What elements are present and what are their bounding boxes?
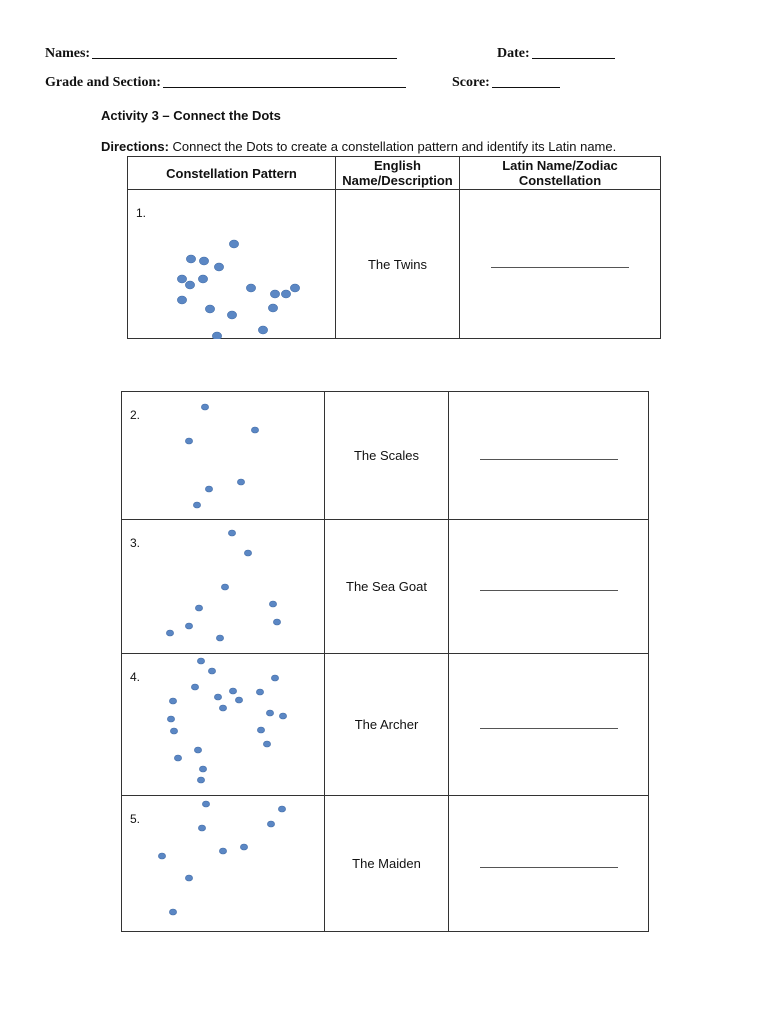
star-dot-13[interactable] bbox=[205, 305, 214, 313]
star-dot-2[interactable] bbox=[251, 427, 258, 433]
dot-pattern-the-archer[interactable] bbox=[122, 654, 324, 796]
star-dot-7[interactable] bbox=[185, 281, 194, 289]
constellation-table-2 bbox=[121, 391, 649, 932]
star-dot-2[interactable] bbox=[186, 255, 195, 263]
star-dot-5[interactable] bbox=[169, 698, 176, 704]
star-dot-9[interactable] bbox=[256, 689, 263, 695]
star-dot-4[interactable] bbox=[214, 263, 223, 271]
table-row bbox=[122, 520, 649, 654]
star-dot-6[interactable] bbox=[198, 275, 207, 283]
date-field[interactable] bbox=[497, 46, 615, 62]
star-dot-2[interactable] bbox=[244, 550, 251, 556]
score-label: Score: bbox=[452, 75, 490, 90]
star-dot-4[interactable] bbox=[237, 479, 244, 485]
star-dot-9[interactable] bbox=[270, 290, 279, 298]
table-row bbox=[122, 796, 649, 932]
date-blank[interactable] bbox=[532, 57, 615, 59]
english-name-cell: The Twins bbox=[336, 190, 460, 339]
star-dot-20[interactable] bbox=[197, 777, 204, 783]
star-dot-12[interactable] bbox=[177, 296, 186, 304]
star-dot-9[interactable] bbox=[169, 909, 176, 915]
latin-answer-cell[interactable] bbox=[449, 796, 649, 932]
star-dot-4[interactable] bbox=[195, 605, 202, 611]
star-dot-2[interactable] bbox=[278, 806, 285, 812]
star-dot-6[interactable] bbox=[193, 502, 200, 508]
star-dot-13[interactable] bbox=[167, 716, 174, 722]
english-name-cell: The Scales bbox=[325, 392, 449, 520]
directions bbox=[101, 139, 616, 154]
star-dot-5[interactable] bbox=[177, 275, 186, 283]
directions-label: Directions: bbox=[101, 139, 169, 154]
star-dot-16[interactable] bbox=[263, 741, 270, 747]
star-dot-15[interactable] bbox=[170, 728, 177, 734]
english-name-cell: The Sea Goat bbox=[325, 520, 449, 654]
row-number: 1. bbox=[136, 206, 147, 220]
star-dot-8[interactable] bbox=[235, 697, 242, 703]
star-dot-8[interactable] bbox=[166, 630, 173, 636]
constellation-table-1 bbox=[127, 156, 661, 339]
table-row bbox=[128, 190, 661, 339]
star-dot-4[interactable] bbox=[198, 825, 205, 831]
latin-answer-cell[interactable] bbox=[460, 190, 661, 339]
score-field[interactable] bbox=[452, 75, 560, 91]
answer-line[interactable] bbox=[480, 866, 618, 868]
table-row bbox=[122, 392, 649, 520]
pattern-cell-4 bbox=[122, 654, 325, 796]
star-dot-7[interactable] bbox=[185, 623, 192, 629]
names-blank[interactable] bbox=[92, 57, 397, 59]
answer-line[interactable] bbox=[480, 727, 618, 729]
grade-section-field[interactable] bbox=[45, 75, 406, 91]
dot-pattern-the-scales[interactable] bbox=[122, 392, 324, 520]
dot-pattern-the-maiden[interactable] bbox=[122, 796, 324, 932]
star-dot-1[interactable] bbox=[228, 530, 235, 536]
star-dot-3[interactable] bbox=[267, 821, 274, 827]
header-english-name: English Name/Description bbox=[336, 157, 460, 190]
header-latin-name: Latin Name/Zodiac Constellation bbox=[460, 157, 661, 190]
star-dot-10[interactable] bbox=[281, 290, 290, 298]
star-dot-1[interactable] bbox=[197, 658, 204, 664]
star-dot-3[interactable] bbox=[199, 257, 208, 265]
english-name-cell: The Maiden bbox=[325, 796, 449, 932]
names-label: Names: bbox=[45, 46, 91, 61]
pattern-cell-1 bbox=[128, 190, 336, 339]
grade-section-label: Grade and Section: bbox=[45, 75, 161, 90]
score-blank[interactable] bbox=[492, 86, 560, 88]
star-dot-4[interactable] bbox=[191, 684, 198, 690]
names-field[interactable] bbox=[45, 46, 397, 62]
star-dot-1[interactable] bbox=[229, 240, 238, 248]
star-dot-18[interactable] bbox=[174, 755, 181, 761]
star-dot-7[interactable] bbox=[229, 688, 236, 694]
star-dot-10[interactable] bbox=[219, 705, 226, 711]
row-number: 2. bbox=[130, 408, 141, 422]
star-dot-17[interactable] bbox=[212, 332, 221, 339]
table-header-row bbox=[128, 157, 661, 190]
star-dot-14[interactable] bbox=[268, 304, 277, 312]
star-dot-9[interactable] bbox=[216, 635, 223, 641]
answer-line[interactable] bbox=[480, 589, 618, 591]
answer-line[interactable] bbox=[480, 458, 618, 460]
star-dot-14[interactable] bbox=[257, 727, 264, 733]
star-dot-3[interactable] bbox=[185, 438, 192, 444]
star-dot-1[interactable] bbox=[202, 801, 209, 807]
star-dot-11[interactable] bbox=[266, 710, 273, 716]
table-row bbox=[122, 654, 649, 796]
star-dot-1[interactable] bbox=[201, 404, 208, 410]
english-name-cell: The Archer bbox=[325, 654, 449, 796]
header-constellation-pattern: Constellation Pattern bbox=[128, 157, 336, 190]
activity-title: Activity 3 – Connect the Dots bbox=[101, 108, 281, 123]
star-dot-11[interactable] bbox=[290, 284, 299, 292]
star-dot-5[interactable] bbox=[205, 486, 212, 492]
pattern-cell-2 bbox=[122, 392, 325, 520]
row-number: 3. bbox=[130, 536, 141, 550]
latin-answer-cell[interactable] bbox=[449, 654, 649, 796]
star-dot-19[interactable] bbox=[199, 766, 206, 772]
row-number: 5. bbox=[130, 812, 141, 826]
star-dot-8[interactable] bbox=[185, 875, 192, 881]
star-dot-5[interactable] bbox=[269, 601, 276, 607]
pattern-cell-5 bbox=[122, 796, 325, 932]
directions-text: Connect the Dots to create a constellation pattern and identify its Latin name. bbox=[168, 139, 617, 154]
star-dot-7[interactable] bbox=[158, 853, 165, 859]
dot-pattern-the-twins[interactable] bbox=[128, 190, 335, 339]
date-label: Date: bbox=[497, 46, 530, 61]
star-dot-8[interactable] bbox=[246, 284, 255, 292]
star-dot-6[interactable] bbox=[219, 848, 226, 854]
answer-line[interactable] bbox=[491, 266, 629, 268]
grade-section-blank[interactable] bbox=[163, 86, 406, 88]
dot-pattern-the-sea-goat[interactable] bbox=[122, 520, 324, 654]
pattern-cell-3 bbox=[122, 520, 325, 654]
star-dot-17[interactable] bbox=[194, 747, 201, 753]
latin-answer-cell[interactable] bbox=[449, 520, 649, 654]
star-dot-6[interactable] bbox=[214, 694, 221, 700]
star-dot-6[interactable] bbox=[273, 619, 280, 625]
row-number: 4. bbox=[130, 670, 141, 684]
star-dot-3[interactable] bbox=[271, 675, 278, 681]
star-dot-2[interactable] bbox=[208, 668, 215, 674]
star-dot-16[interactable] bbox=[258, 326, 267, 334]
star-dot-12[interactable] bbox=[279, 713, 286, 719]
latin-answer-cell[interactable] bbox=[449, 392, 649, 520]
star-dot-3[interactable] bbox=[221, 584, 228, 590]
star-dot-5[interactable] bbox=[240, 844, 247, 850]
star-dot-15[interactable] bbox=[227, 311, 236, 319]
